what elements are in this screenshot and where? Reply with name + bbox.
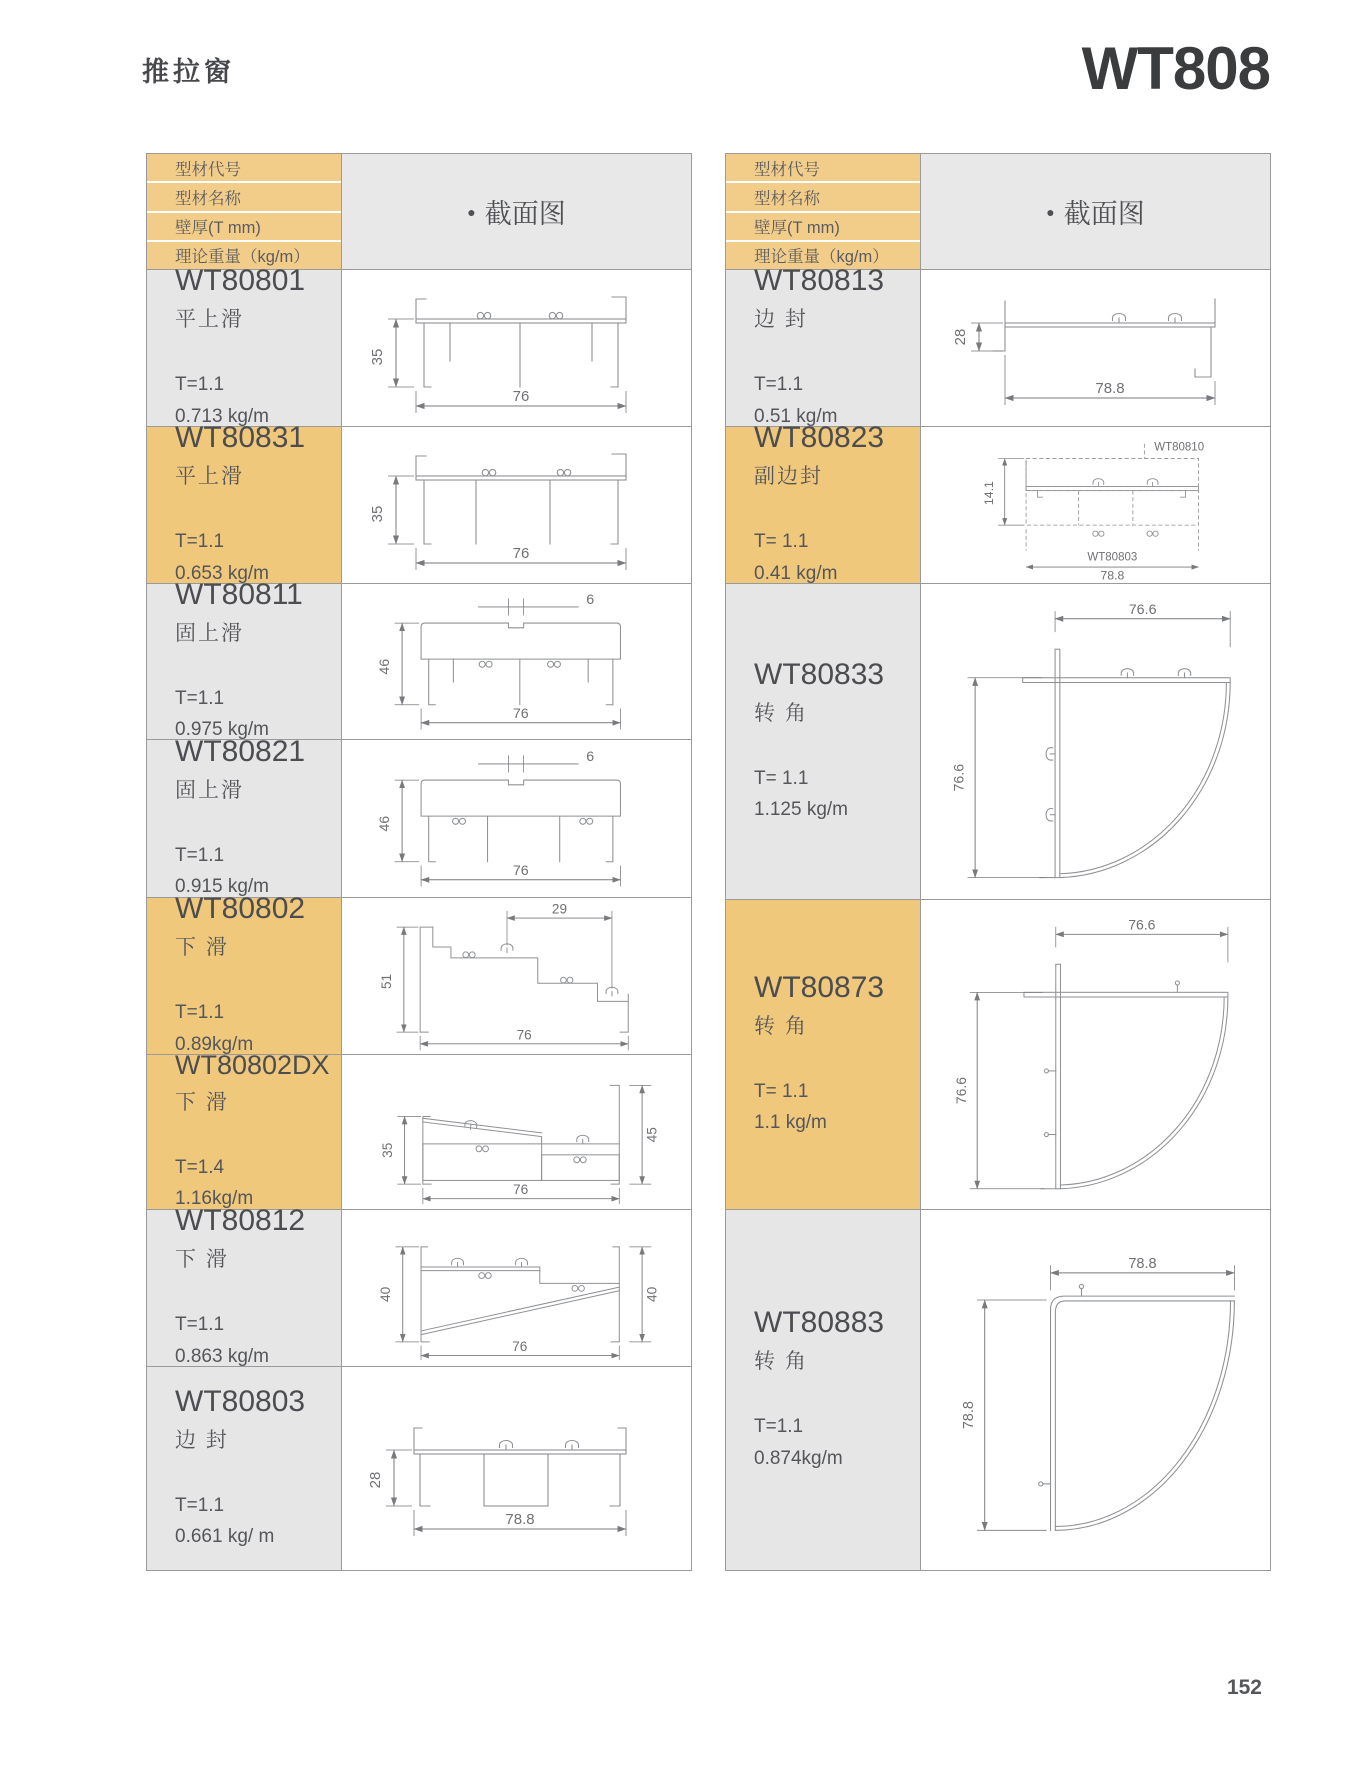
section-drawing <box>931 594 1261 889</box>
dim-left: 40 <box>377 1286 393 1303</box>
table-row <box>726 1210 1270 1570</box>
profile-name: 转 角 <box>754 1014 808 1038</box>
section-drawing <box>344 900 689 1052</box>
table-header-labels <box>726 154 920 269</box>
profile-name: 转 角 <box>754 1350 808 1374</box>
profile-thickness: T=1.1 <box>175 1002 225 1024</box>
section-drawing-cell <box>920 584 1270 899</box>
section-drawing <box>344 430 689 580</box>
header-wall-thickness: 壁厚(T mm) <box>147 213 341 242</box>
profile-info-cell <box>147 264 341 427</box>
profile-thickness: T=1.1 <box>175 531 225 553</box>
dim-bottom: 76 <box>512 862 529 879</box>
series-title: WT808 <box>1081 35 1270 102</box>
page-number: 152 <box>1226 1676 1262 1699</box>
profile-code: WT80823 <box>754 421 885 455</box>
profile-code: WT80801 <box>175 264 306 298</box>
profile-name: 边 封 <box>175 1428 229 1452</box>
profile-weight: 0.915 kg/m <box>175 876 269 897</box>
profile-info-cell <box>147 1049 341 1209</box>
dim-top: 6 <box>586 591 595 608</box>
dim-bottom: 78.8 <box>505 1510 535 1528</box>
section-drawing <box>931 910 1261 1200</box>
dim-left: 14.1 <box>982 481 997 506</box>
section-diagram-label: 截面图 <box>484 199 566 229</box>
profile-code: WT80812 <box>175 1204 306 1238</box>
dim-top: 6 <box>586 748 595 765</box>
dim-top: 76.6 <box>1127 916 1155 933</box>
section-drawing-cell <box>341 898 691 1054</box>
profile-name: 边 封 <box>754 308 808 332</box>
section-drawing <box>344 587 689 737</box>
dim-left: 35 <box>379 1142 395 1158</box>
dim-bottom: 76 <box>512 388 530 405</box>
table-row <box>147 1367 691 1570</box>
profile-code: WT80802 <box>175 892 306 926</box>
profile-code: WT80803 <box>175 1384 306 1418</box>
section-drawing <box>344 1394 689 1544</box>
dim-bottom: 76 <box>512 1339 528 1355</box>
profile-info-cell <box>726 584 920 899</box>
profile-info-cell <box>147 734 341 897</box>
page-title: 推拉窗 <box>142 57 235 87</box>
profile-code: WT80883 <box>754 1306 885 1340</box>
dim-bottom: 76 <box>512 1182 529 1198</box>
table-row <box>726 584 1270 900</box>
profile-weight: 0.661 kg/ m <box>175 1526 275 1547</box>
dim-left: 35 <box>369 348 386 366</box>
section-drawing <box>344 744 689 894</box>
profile-thickness: T= 1.1 <box>754 531 809 553</box>
dim-bottom: 78.8 <box>1100 568 1125 581</box>
dim-left: 76.6 <box>952 1076 969 1104</box>
header-profile-name: 型材名称 <box>147 183 341 212</box>
section-drawing <box>931 1240 1261 1540</box>
table-row <box>147 892 691 1055</box>
section-drawing-cell <box>920 270 1270 426</box>
profile-thickness: T=1.1 <box>175 374 225 396</box>
profile-weight: 0.713 kg/m <box>175 405 269 427</box>
profile-name: 副边封 <box>754 465 823 489</box>
profile-weight: 0.863 kg/m <box>175 1345 269 1367</box>
profile-name: 平上滑 <box>175 465 244 489</box>
profile-name: 下 滑 <box>175 1248 229 1272</box>
header-section-diagram <box>920 154 1270 269</box>
profile-weight: 0.874kg/m <box>754 1447 843 1469</box>
profile-info-cell <box>726 421 920 584</box>
header-theoretical-weight: 理论重量（kg/m） <box>175 248 310 267</box>
profile-info-cell <box>147 1367 341 1570</box>
dim-left: 51 <box>379 973 395 989</box>
dim-bottom: 78.8 <box>1095 380 1125 397</box>
bullet-icon: ● <box>467 203 476 220</box>
section-drawing-cell <box>341 1055 691 1209</box>
profile-info-cell <box>147 1204 341 1367</box>
table-row <box>147 577 691 740</box>
header-theoretical-weight: 理论重量（kg/m） <box>754 248 889 267</box>
profile-thickness: T=1.1 <box>175 1314 225 1336</box>
header-profile-code: 型材代号 <box>147 154 341 183</box>
dim-left: 35 <box>369 505 386 523</box>
section-diagram-label: 截面图 <box>1063 199 1145 229</box>
table-row <box>726 900 1270 1210</box>
dim-left: 76.6 <box>951 763 968 792</box>
svg-defs <box>0 0 1 1</box>
profile-weight: 0.975 kg/m <box>175 719 269 740</box>
profile-thickness: T=1.1 <box>175 687 225 709</box>
dim-top: 29 <box>551 901 568 917</box>
section-drawing-cell <box>341 584 691 739</box>
table-row <box>147 1204 691 1367</box>
profile-code: WT80813 <box>754 264 885 298</box>
dim-right: 45 <box>644 1127 660 1143</box>
profile-weight: 1.16kg/m <box>175 1188 254 1209</box>
profile-thickness: T=1.1 <box>175 844 225 866</box>
dim-left: 28 <box>367 1471 384 1488</box>
profile-code: WT80811 <box>175 577 303 611</box>
section-drawing <box>923 429 1268 581</box>
bullet-icon: ● <box>1046 203 1055 220</box>
table-header-labels <box>147 154 341 269</box>
table-row <box>147 264 691 427</box>
profile-info-cell <box>147 577 341 740</box>
profile-code: WT80873 <box>754 970 885 1004</box>
header-profile-name: 型材名称 <box>726 183 920 212</box>
table-row <box>726 421 1270 584</box>
profile-info-cell <box>726 1210 920 1570</box>
section-drawing-cell <box>920 900 1270 1209</box>
dim-top: 76.6 <box>1128 601 1157 618</box>
profile-name: 下 滑 <box>175 936 229 960</box>
profile-weight: 0.41 kg/m <box>754 562 838 584</box>
profile-thickness: T= 1.1 <box>754 1080 809 1102</box>
related-profile-label-bottom: WT80803 <box>1087 551 1138 564</box>
profile-weight: 0.51 kg/m <box>754 405 838 427</box>
profile-name: 固上滑 <box>175 621 244 645</box>
profile-code: WT80833 <box>754 657 885 691</box>
profile-info-cell <box>147 421 341 584</box>
section-drawing-cell <box>341 1210 691 1366</box>
dim-top: 78.8 <box>1127 1256 1157 1273</box>
table-row <box>147 421 691 584</box>
dim-left: 46 <box>376 815 393 832</box>
profile-thickness: T=1.1 <box>175 1494 225 1516</box>
dim-bottom: 76 <box>516 1027 532 1043</box>
section-drawing <box>923 273 1268 423</box>
section-drawing-cell <box>920 427 1270 583</box>
header-section-diagram <box>341 154 691 269</box>
section-drawing <box>344 1214 689 1362</box>
table-row <box>726 264 1270 427</box>
profile-name: 固上滑 <box>175 778 244 802</box>
profile-thickness: T=1.1 <box>754 374 804 396</box>
table-row <box>147 734 691 898</box>
profile-name: 转 角 <box>754 701 808 725</box>
dim-right: 40 <box>644 1286 660 1303</box>
related-profile-label-top: WT80810 <box>1154 441 1205 454</box>
profile-thickness: T= 1.1 <box>754 767 809 789</box>
profile-code: WT80821 <box>175 734 306 768</box>
profile-weight: 0.653 kg/m <box>175 562 269 584</box>
dim-left: 78.8 <box>960 1401 977 1430</box>
dim-left: 28 <box>952 328 969 346</box>
section-drawing <box>344 273 689 423</box>
dim-bottom: 76 <box>512 705 529 722</box>
profile-weight: 1.1 kg/m <box>754 1112 827 1133</box>
profile-info-cell <box>726 264 920 427</box>
profile-table-left <box>146 153 692 1571</box>
profile-info-cell <box>147 892 341 1055</box>
table-header <box>147 154 691 270</box>
profile-code: WT80831 <box>175 421 306 455</box>
section-drawing <box>344 1058 689 1206</box>
profile-code: WT80802DX <box>175 1049 330 1080</box>
profile-weight: 0.89kg/m <box>175 1033 254 1055</box>
section-drawing-cell <box>341 270 691 426</box>
profile-thickness: T=1.4 <box>175 1156 225 1178</box>
profile-thickness: T=1.1 <box>754 1416 804 1438</box>
section-drawing-cell <box>920 1210 1270 1570</box>
table-row <box>147 1049 691 1210</box>
profile-name: 下 滑 <box>175 1090 229 1114</box>
section-drawing-cell <box>341 427 691 583</box>
profile-weight: 1.125 kg/m <box>754 799 848 820</box>
profile-table-right <box>725 153 1271 1571</box>
profile-name: 平上滑 <box>175 308 244 332</box>
section-drawing-cell <box>341 740 691 897</box>
dim-bottom: 76 <box>512 545 530 562</box>
dim-left: 46 <box>376 658 393 675</box>
profile-info-cell <box>726 900 920 1209</box>
header-profile-code: 型材代号 <box>726 154 920 183</box>
table-header <box>726 154 1270 270</box>
header-wall-thickness: 壁厚(T mm) <box>726 213 920 242</box>
section-drawing-cell <box>341 1367 691 1570</box>
